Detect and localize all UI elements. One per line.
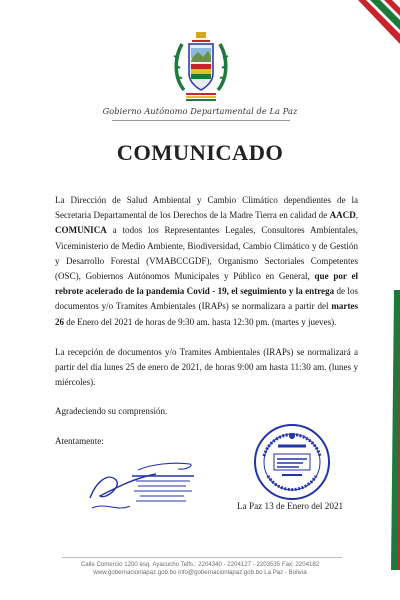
footer-contacts: www.gobernacionlapaz.gob.bo info@gobernacionlapaz.gob.bo La Paz - Bolivia — [93, 569, 307, 576]
closing-text: Agradeciendo su comprensión. — [55, 406, 168, 417]
regards-text: Atentamente: — [55, 435, 104, 446]
paragraph-announcement: La Dirección de Salud Ambiental y Cambio Climático dependientes de la Secretaria Departamental de los Derechos de la Madre Tierra en calidad de AACD, COMUNICA a todos los Representantes Legales, Consultores Ambientales, Viceministerio de Medio Ambiente, Biodiversidad, Cambio Climático y de Gestión y Desarrollo Forestal (VMABCCGDF), Organismo Sectoriales Competentes (OSC), Gobiernos Autónomos Municipales y Público en General, que por el rebrote acelerado de la pandemia Covid - 19, el seguimiento y la entrega de los documentos y/o Tramites Ambientales (IRAPs) se normalizara a partir del martes 26 de Enero del 2021 de horas de 9:30 am. hasta 12:30 pm. (martes y jueves). — [55, 195, 358, 327]
gobernacion-crest-icon — [170, 28, 232, 108]
side-stripe-decoration — [370, 290, 400, 570]
signature-stamp — [86, 452, 204, 518]
page-title: COMUNICADO — [116, 140, 284, 165]
corner-stripes-decoration — [340, 0, 400, 70]
footer-divider — [62, 557, 342, 558]
official-seal-stamp — [252, 422, 332, 502]
document-date: La Paz 13 de Enero del 2021 — [237, 501, 344, 511]
entity-name: Gobierno Autónomo Departamental de La Paz — [102, 106, 298, 116]
document-body — [55, 193, 358, 449]
paragraph-reception: La recepción de documentos y/o Tramites Ambientales (IRAPs) se normalizará a partir del día lunes 25 de enero de 2021, de horas 9:00 am hasta 11:30 am. (lunes y miércoles). — [55, 346, 358, 388]
header-divider — [112, 120, 290, 121]
footer-address: Calle Comercio 1200 esq. Ayacucho Telfs.: 2204340 - 2204127 - 2203535 Fax: 2204182 — [80, 561, 320, 568]
